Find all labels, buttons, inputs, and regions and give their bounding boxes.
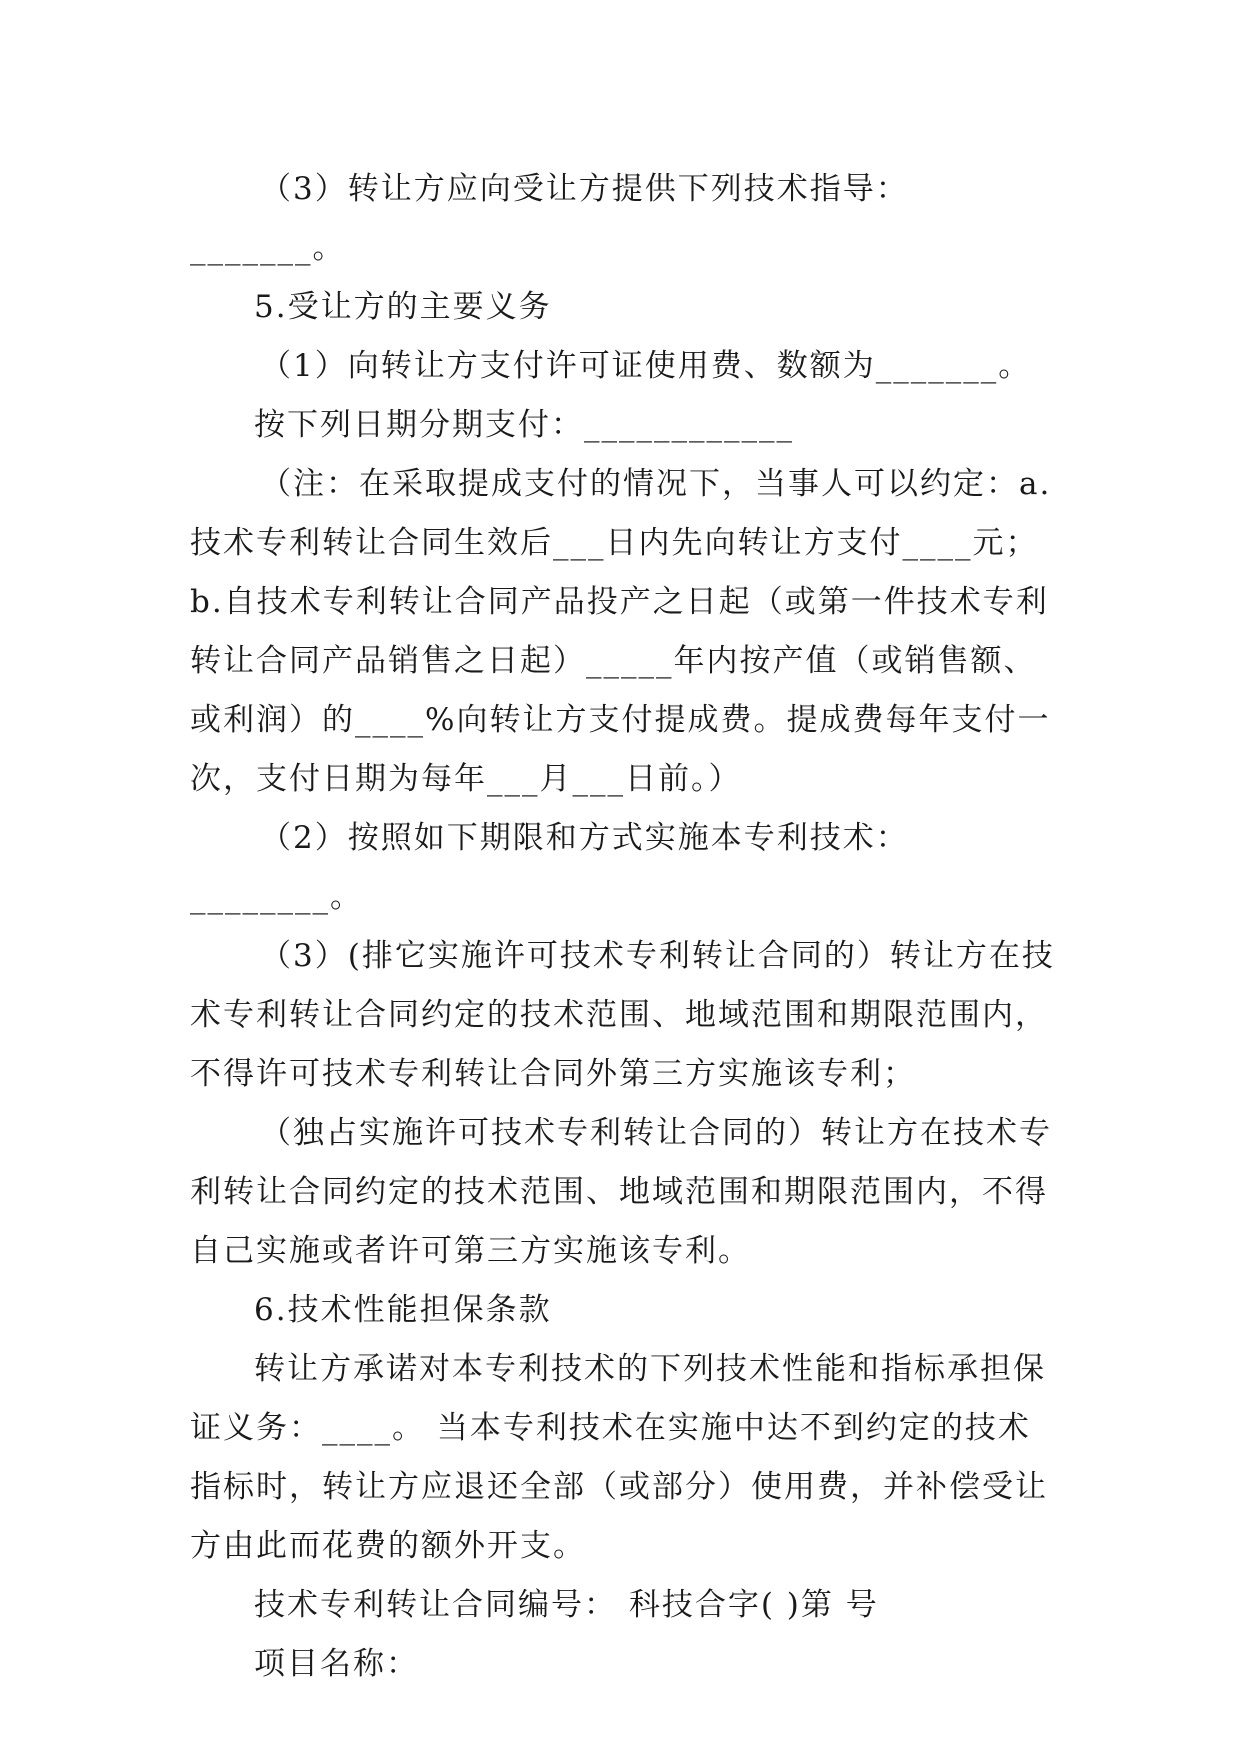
clause-5-1-license-fee: （1）向转让方支付许可证使用费、数额为_______。 xyxy=(260,348,1032,384)
document-body xyxy=(190,160,1060,1694)
clause-5-3-exclusive-license: （3）(排它实施许可技术专利转让合同的）转让方在技术专利转让合同约定的技术范围、地域范围和期限范围内，不得许可技术专利转让合同外第三方实施该专利； xyxy=(190,938,1055,1092)
sole-license-paragraph: （独占实施许可技术专利转让合同的）转让方在技术专利转让合同约定的技术范围、地域范围和期限范围内，不得自己实施或者许可第三方实施该专利。 xyxy=(190,1115,1052,1269)
heading-6-performance-guarantee: 6.技术性能担保条款 xyxy=(254,1292,552,1328)
project-name-line: 项目名称： xyxy=(254,1646,419,1682)
installment-payment-line: 按下列日期分期支付：____________ xyxy=(254,407,794,443)
heading-5-transferee-obligations: 5.受让方的主要义务 xyxy=(254,289,552,325)
clause-5-2-implementation: （2）按照如下期限和方式实施本专利技术：________。 xyxy=(190,820,909,915)
contract-number-line: 技术专利转让合同编号： 科技合字( )第 号 xyxy=(254,1587,879,1623)
royalty-note-paragraph: （注：在采取提成支付的情况下，当事人可以约定：a.技术专利转让合同生效后___日内先向转让方支付____元；b.自技术专利转让合同产品投产之日起（或第一件技术专利转让合同产品销售之日起）_____年内按产值（或销售额、或利润）的____%向转让方支付提成费。提成费每年支付一次，支付日期为每年___月___日前。） xyxy=(190,466,1052,797)
guarantee-paragraph: 转让方承诺对本专利技术的下列技术性能和指标承担保证义务：____。 当本专利技术在实施中达不到约定的技术指标时，转让方应退还全部（或部分）使用费，并补偿受让方由此而花费的额外开支。 xyxy=(190,1351,1048,1564)
clause-4-3-tech-guidance: （3）转让方应向受让方提供下列技术指导：_______。 xyxy=(190,171,909,266)
